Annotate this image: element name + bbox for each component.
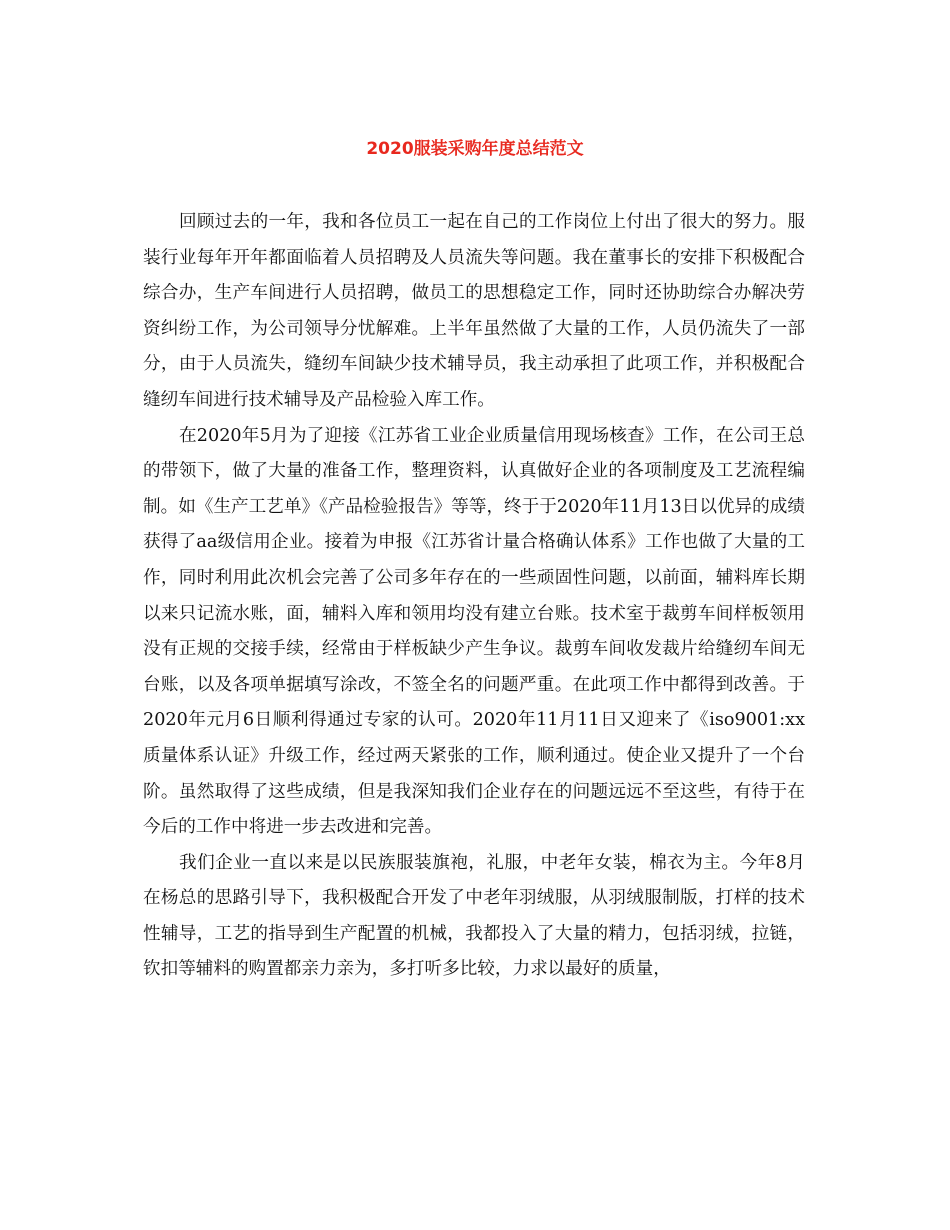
paragraph-3: 我们企业一直以来是以民族服装旗袍，礼服，中老年女装，棉衣为主。今年8月在杨总的思路引导下，我积极配合开发了中老年羽绒服，从羽绒服制版，打样的技术性辅导，工艺的指导到生产配置的机械，我都投入了大量的精力，包括羽绒，拉链，钦扣等辅料的购置都亲力亲为，多打听多比较，力求以最好的质量， bbox=[143, 852, 805, 980]
document-title: 2020服装采购年度总结范文 bbox=[366, 139, 584, 159]
document-body bbox=[143, 205, 805, 988]
paragraph-2: 在2020年5月为了迎接《江苏省工业企业质量信用现场核查》工作，在公司王总的带领下，做了大量的准备工作，整理资料，认真做好企业的各项制度及工艺流程编制。如《生产工艺单》《产品检验报告》等等，终于于2020年11月13日以优异的成绩获得了aa级信用企业。接着为申报《江苏省计量合格确认体系》工作也做了大量的工作，同时利用此次机会完善了公司多年存在的一些顽固性问题，以前面，辅料库长期以来只记流水账，面，辅料入库和领用均没有建立台账。技术室于裁剪车间样板领用没有正规的交接手续，经常由于样板缺少产生争议。裁剪车间收发裁片给缝纫车间无台账，以及各项单据填写涂改，不签全名的问题严重。在此项工作中都得到改善。于2020年元月6日顺利得通过专家的认可。2020年11月11日又迎来了《iso9001:xx质量体系认证》升级工作，经过两天紧张的工作，顺利通过。使企业又提升了一个台阶。虽然取得了这些成绩，但是我深知我们企业存在的问题远远不至这些，有待于在今后的工作中将进一步去改进和完善。 bbox=[143, 425, 805, 838]
paragraph-1: 回顾过去的一年，我和各位员工一起在自己的工作岗位上付出了很大的努力。服装行业每年开年都面临着人员招聘及人员流失等问题。我在董事长的安排下积极配合综合办，生产车间进行人员招聘，做员工的思想稳定工作，同时还协助综合办解决劳资纠纷工作，为公司领导分忧解难。上半年虽然做了大量的工作，人员仍流失了一部分，由于人员流失，缝纫车间缺少技术辅导员，我主动承担了此项工作，并积极配合缝纫车间进行技术辅导及产品检验入库工作。 bbox=[143, 212, 805, 410]
